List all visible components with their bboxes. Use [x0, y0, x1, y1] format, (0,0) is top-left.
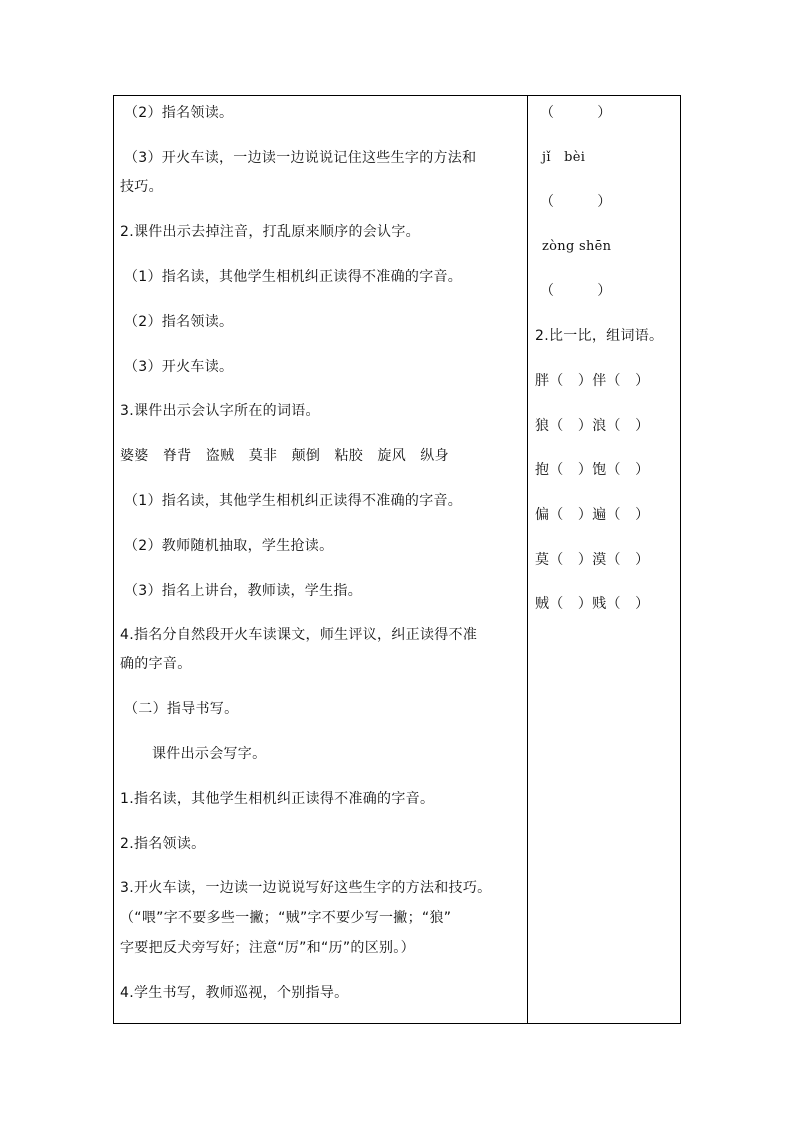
- text-line: 3.课件出示会认字所在的词语。: [120, 403, 320, 419]
- text-line: 技巧。: [120, 179, 163, 195]
- compare-row: 抱（ ）饱（ ）: [535, 462, 650, 478]
- board-design-column: [528, 96, 680, 1023]
- compare-row: 莫（ ）漠（ ）: [535, 552, 650, 568]
- word-list: 婆婆 脊背 盗贼 莫非 颠倒 粘胶 旋风 纵身: [120, 448, 449, 464]
- text-line: （3）指名上讲台，教师读，学生指。: [124, 583, 363, 599]
- answer-blank: （ ）: [540, 105, 612, 121]
- compare-row: 偏（ ）遍（ ）: [535, 507, 650, 523]
- text-line: （2）指名领读。: [124, 314, 234, 330]
- text-line: 字要把反犬旁写好；注意“厉”和“历”的区别。）: [120, 940, 415, 956]
- text-line: （3）开火车读，一边读一边说说记住这些生字的方法和: [124, 150, 477, 166]
- text-line: 课件出示会写字。: [152, 746, 267, 762]
- teaching-process-column: [114, 96, 528, 1023]
- section-heading: （二）指导书写。: [124, 701, 239, 717]
- compare-row: 狼（ ）浪（ ）: [535, 418, 650, 434]
- pinyin-prompt: zòng shēn: [542, 239, 612, 254]
- exercise-heading: 2.比一比，组词语。: [535, 328, 664, 344]
- text-line: 4.指名分自然段开火车读课文，师生评议，纠正读得不准: [120, 627, 478, 643]
- text-line: 2.指名领读。: [120, 836, 206, 852]
- text-line: （3）开火车读。: [124, 359, 234, 375]
- answer-blank: （ ）: [540, 194, 612, 210]
- text-line: （2）指名领读。: [124, 105, 234, 121]
- text-line: （2）教师随机抽取，学生抢读。: [124, 538, 334, 554]
- text-line: 确的字音。: [120, 656, 192, 672]
- text-line: 1.指名读，其他学生相机纠正读得不准确的字音。: [120, 791, 435, 807]
- pinyin-prompt: jǐ bèi: [542, 150, 586, 165]
- text-line: （1）指名读，其他学生相机纠正读得不准确的字音。: [124, 269, 463, 285]
- compare-row: 贼（ ）贱（ ）: [535, 596, 650, 612]
- compare-row: 胖（ ）伴（ ）: [535, 373, 650, 389]
- text-line: 4.学生书写，教师巡视，个别指导。: [120, 985, 349, 1001]
- answer-blank: （ ）: [540, 283, 612, 299]
- lesson-plan-table: [113, 95, 681, 1024]
- text-line: 2.课件出示去掉注音，打乱原来顺序的会认字。: [120, 224, 420, 240]
- text-line: （1）指名读，其他学生相机纠正读得不准确的字音。: [124, 493, 463, 509]
- text-line: 3.开火车读，一边读一边说说写好这些生字的方法和技巧。: [120, 880, 492, 896]
- text-line: （“喂”字不要多些一撇；“贼”字不要少写一撇；“狼”: [120, 910, 452, 926]
